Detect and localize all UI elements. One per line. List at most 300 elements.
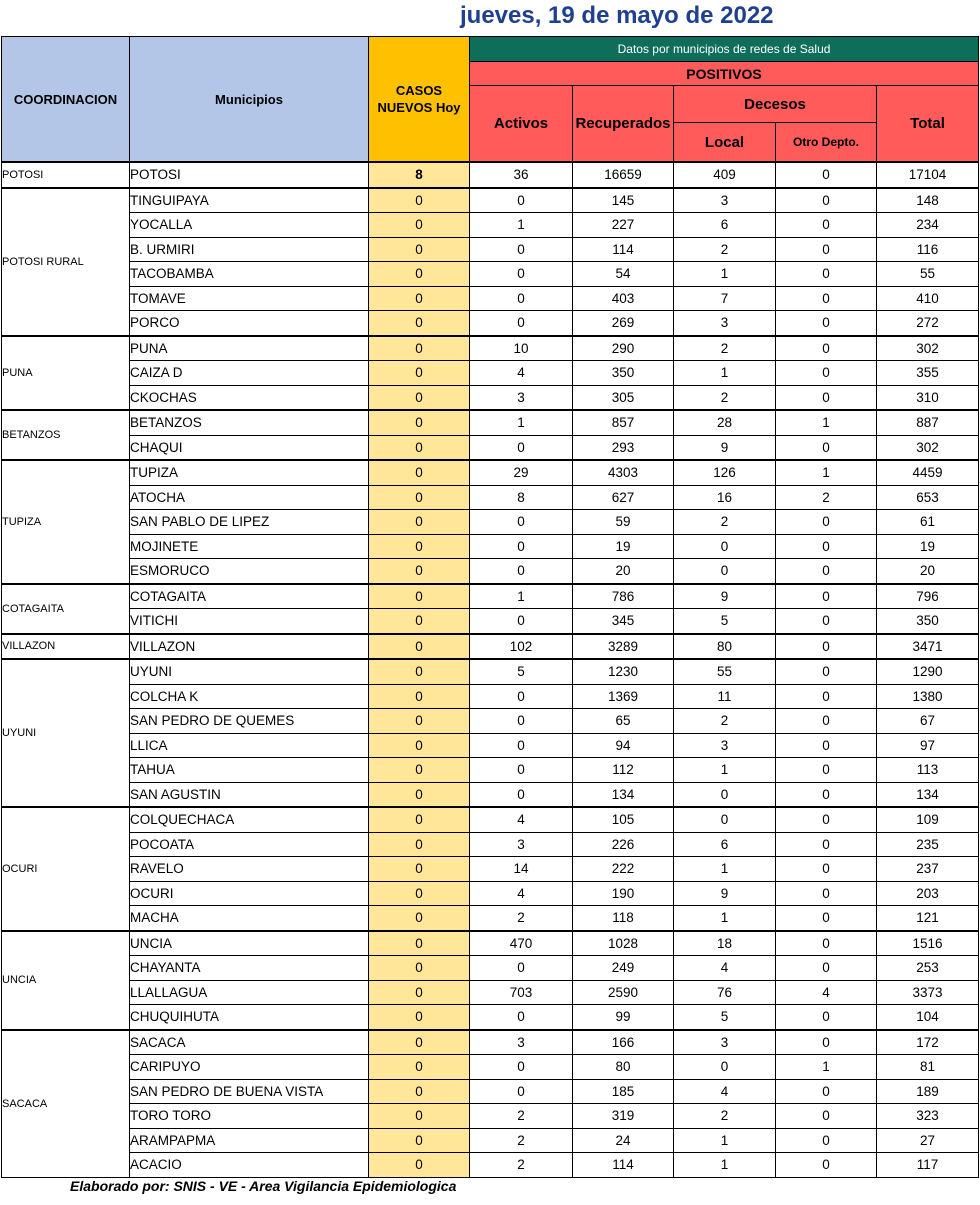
table-row xyxy=(2,634,979,660)
recuperados-cell: 145 xyxy=(573,188,674,213)
municipio-cell: SAN PABLO DE LIPEZ xyxy=(130,510,369,535)
total-cell: 27 xyxy=(877,1128,979,1153)
recuperados-cell: 59 xyxy=(573,510,674,535)
casos-cell: 0 xyxy=(369,559,470,584)
otro-cell: 0 xyxy=(776,956,877,981)
total-cell: 113 xyxy=(877,758,979,783)
activos-cell: 0 xyxy=(470,262,573,287)
local-cell: 2 xyxy=(674,237,776,262)
local-cell: 1 xyxy=(674,906,776,931)
casos-cell: 0 xyxy=(369,237,470,262)
casos-cell: 0 xyxy=(369,485,470,510)
local-cell: 11 xyxy=(674,684,776,709)
total-cell: 302 xyxy=(877,336,979,361)
casos-cell: 0 xyxy=(369,510,470,535)
table-row xyxy=(2,807,979,832)
otro-cell: 1 xyxy=(776,460,877,485)
coordinacion-cell: SACACA xyxy=(2,1030,130,1178)
municipio-cell: SACACA xyxy=(130,1030,369,1055)
header-datos: Datos por municipios de redes de Salud xyxy=(470,37,979,62)
otro-cell: 0 xyxy=(776,584,877,609)
total-cell: 3373 xyxy=(877,980,979,1005)
casos-cell: 0 xyxy=(369,1153,470,1178)
otro-cell: 0 xyxy=(776,609,877,634)
activos-cell: 0 xyxy=(470,709,573,734)
total-cell: 323 xyxy=(877,1104,979,1129)
local-cell: 1 xyxy=(674,1128,776,1153)
otro-cell: 0 xyxy=(776,213,877,238)
total-cell: 97 xyxy=(877,733,979,758)
otro-cell: 0 xyxy=(776,758,877,783)
coordinacion-cell: COTAGAITA xyxy=(2,584,130,634)
casos-cell: 0 xyxy=(369,1030,470,1055)
local-cell: 76 xyxy=(674,980,776,1005)
municipio-cell: OCURI xyxy=(130,881,369,906)
recuperados-cell: 319 xyxy=(573,1104,674,1129)
municipio-cell: TUPIZA xyxy=(130,460,369,485)
recuperados-cell: 19 xyxy=(573,534,674,559)
otro-cell: 0 xyxy=(776,881,877,906)
activos-cell: 8 xyxy=(470,485,573,510)
total-cell: 19 xyxy=(877,534,979,559)
recuperados-cell: 65 xyxy=(573,709,674,734)
casos-cell: 0 xyxy=(369,931,470,956)
activos-cell: 2 xyxy=(470,1153,573,1178)
total-cell: 235 xyxy=(877,832,979,857)
activos-cell: 0 xyxy=(470,510,573,535)
table-row xyxy=(2,1104,979,1129)
otro-cell: 0 xyxy=(776,286,877,311)
otro-cell: 0 xyxy=(776,857,877,882)
otro-cell: 0 xyxy=(776,906,877,931)
casos-cell: 0 xyxy=(369,534,470,559)
total-cell: 203 xyxy=(877,881,979,906)
recuperados-cell: 24 xyxy=(573,1128,674,1153)
activos-cell: 0 xyxy=(470,435,573,460)
cases-table xyxy=(1,36,979,1178)
total-cell: 653 xyxy=(877,485,979,510)
total-cell: 17104 xyxy=(877,162,979,188)
table-row xyxy=(2,361,979,386)
coordinacion-cell: POTOSI xyxy=(2,162,130,188)
local-cell: 0 xyxy=(674,782,776,807)
coordinacion-cell: TUPIZA xyxy=(2,460,130,584)
table-row xyxy=(2,609,979,634)
recuperados-cell: 3289 xyxy=(573,634,674,660)
recuperados-cell: 293 xyxy=(573,435,674,460)
coordinacion-cell: OCURI xyxy=(2,807,130,931)
local-cell: 1 xyxy=(674,857,776,882)
municipio-cell: CKOCHAS xyxy=(130,385,369,410)
activos-cell: 2 xyxy=(470,1128,573,1153)
page-title: jueves, 19 de mayo de 2022 xyxy=(460,2,774,29)
recuperados-cell: 118 xyxy=(573,906,674,931)
casos-cell: 0 xyxy=(369,435,470,460)
activos-cell: 0 xyxy=(470,1055,573,1080)
table-row xyxy=(2,584,979,609)
header-activos: Activos xyxy=(470,86,573,163)
local-cell: 0 xyxy=(674,807,776,832)
local-cell: 4 xyxy=(674,1079,776,1104)
total-cell: 887 xyxy=(877,410,979,435)
otro-cell: 0 xyxy=(776,510,877,535)
total-cell: 116 xyxy=(877,237,979,262)
local-cell: 2 xyxy=(674,510,776,535)
activos-cell: 4 xyxy=(470,361,573,386)
total-cell: 3471 xyxy=(877,634,979,660)
table-row xyxy=(2,213,979,238)
municipio-cell: MOJINETE xyxy=(130,534,369,559)
total-cell: 237 xyxy=(877,857,979,882)
total-cell: 172 xyxy=(877,1030,979,1055)
recuperados-cell: 114 xyxy=(573,237,674,262)
recuperados-cell: 1369 xyxy=(573,684,674,709)
otro-cell: 0 xyxy=(776,733,877,758)
total-cell: 55 xyxy=(877,262,979,287)
table-row xyxy=(2,460,979,485)
total-cell: 20 xyxy=(877,559,979,584)
casos-cell: 8 xyxy=(369,162,470,188)
header-casos-line1: CASOS xyxy=(395,83,443,98)
otro-cell: 0 xyxy=(776,559,877,584)
activos-cell: 0 xyxy=(470,237,573,262)
table-row xyxy=(2,782,979,807)
municipio-cell: TOMAVE xyxy=(130,286,369,311)
otro-cell: 0 xyxy=(776,1153,877,1178)
activos-cell: 0 xyxy=(470,1005,573,1030)
municipio-cell: COLCHA K xyxy=(130,684,369,709)
activos-cell: 0 xyxy=(470,956,573,981)
header-total: Total xyxy=(877,86,979,163)
municipio-cell: ARAMPAPMA xyxy=(130,1128,369,1153)
activos-cell: 1 xyxy=(470,213,573,238)
otro-cell: 0 xyxy=(776,1128,877,1153)
otro-cell: 0 xyxy=(776,634,877,660)
recuperados-cell: 857 xyxy=(573,410,674,435)
otro-cell: 0 xyxy=(776,709,877,734)
table-row xyxy=(2,534,979,559)
municipio-cell: YOCALLA xyxy=(130,213,369,238)
table-row xyxy=(2,832,979,857)
recuperados-cell: 222 xyxy=(573,857,674,882)
local-cell: 55 xyxy=(674,659,776,684)
recuperados-cell: 190 xyxy=(573,881,674,906)
municipio-cell: POTOSI xyxy=(130,162,369,188)
local-cell: 1 xyxy=(674,361,776,386)
casos-cell: 0 xyxy=(369,807,470,832)
recuperados-cell: 114 xyxy=(573,1153,674,1178)
casos-cell: 0 xyxy=(369,956,470,981)
otro-cell: 2 xyxy=(776,485,877,510)
municipio-cell: RAVELO xyxy=(130,857,369,882)
coordinacion-cell: PUNA xyxy=(2,336,130,411)
local-cell: 3 xyxy=(674,733,776,758)
casos-cell: 0 xyxy=(369,188,470,213)
municipio-cell: CARIPUYO xyxy=(130,1055,369,1080)
total-cell: 350 xyxy=(877,609,979,634)
local-cell: 2 xyxy=(674,336,776,361)
otro-cell: 0 xyxy=(776,336,877,361)
local-cell: 126 xyxy=(674,460,776,485)
activos-cell: 0 xyxy=(470,733,573,758)
table-row xyxy=(2,1153,979,1178)
total-cell: 81 xyxy=(877,1055,979,1080)
recuperados-cell: 99 xyxy=(573,1005,674,1030)
local-cell: 0 xyxy=(674,534,776,559)
otro-cell: 0 xyxy=(776,782,877,807)
table-row xyxy=(2,733,979,758)
activos-cell: 4 xyxy=(470,807,573,832)
table-row xyxy=(2,162,979,188)
activos-cell: 0 xyxy=(470,311,573,336)
municipio-cell: POCOATA xyxy=(130,832,369,857)
local-cell: 28 xyxy=(674,410,776,435)
otro-cell: 1 xyxy=(776,1055,877,1080)
otro-cell: 0 xyxy=(776,659,877,684)
local-cell: 2 xyxy=(674,385,776,410)
local-cell: 3 xyxy=(674,188,776,213)
table-row xyxy=(2,906,979,931)
activos-cell: 3 xyxy=(470,1030,573,1055)
total-cell: 410 xyxy=(877,286,979,311)
local-cell: 7 xyxy=(674,286,776,311)
local-cell: 2 xyxy=(674,709,776,734)
header-coordinacion: COORDINACION xyxy=(2,37,130,163)
casos-cell: 0 xyxy=(369,286,470,311)
recuperados-cell: 20 xyxy=(573,559,674,584)
recuperados-cell: 350 xyxy=(573,361,674,386)
municipio-cell: SAN AGUSTIN xyxy=(130,782,369,807)
casos-cell: 0 xyxy=(369,832,470,857)
recuperados-cell: 112 xyxy=(573,758,674,783)
coordinacion-cell: UNCIA xyxy=(2,931,130,1030)
otro-cell: 0 xyxy=(776,1030,877,1055)
otro-cell: 4 xyxy=(776,980,877,1005)
activos-cell: 0 xyxy=(470,782,573,807)
activos-cell: 36 xyxy=(470,162,573,188)
table-row xyxy=(2,857,979,882)
header-casos-line2: NUEVOS Hoy xyxy=(377,100,461,115)
activos-cell: 0 xyxy=(470,758,573,783)
casos-cell: 0 xyxy=(369,1005,470,1030)
casos-cell: 0 xyxy=(369,980,470,1005)
casos-cell: 0 xyxy=(369,336,470,361)
municipio-cell: TINGUIPAYA xyxy=(130,188,369,213)
municipio-cell: PORCO xyxy=(130,311,369,336)
table-row xyxy=(2,758,979,783)
municipio-cell: BETANZOS xyxy=(130,410,369,435)
casos-cell: 0 xyxy=(369,1055,470,1080)
header-recuperados: Recuperados xyxy=(573,86,674,163)
casos-cell: 0 xyxy=(369,659,470,684)
total-cell: 134 xyxy=(877,782,979,807)
casos-cell: 0 xyxy=(369,906,470,931)
total-cell: 1290 xyxy=(877,659,979,684)
total-cell: 148 xyxy=(877,188,979,213)
otro-cell: 0 xyxy=(776,435,877,460)
local-cell: 1 xyxy=(674,1153,776,1178)
otro-cell: 0 xyxy=(776,361,877,386)
recuperados-cell: 16659 xyxy=(573,162,674,188)
casos-cell: 0 xyxy=(369,1079,470,1104)
activos-cell: 0 xyxy=(470,534,573,559)
header-decesos: Decesos xyxy=(674,86,877,123)
casos-cell: 0 xyxy=(369,410,470,435)
otro-cell: 0 xyxy=(776,385,877,410)
table-row xyxy=(2,709,979,734)
total-cell: 109 xyxy=(877,807,979,832)
table-row xyxy=(2,931,979,956)
municipio-cell: UYUNI xyxy=(130,659,369,684)
local-cell: 16 xyxy=(674,485,776,510)
activos-cell: 5 xyxy=(470,659,573,684)
total-cell: 355 xyxy=(877,361,979,386)
total-cell: 234 xyxy=(877,213,979,238)
total-cell: 4459 xyxy=(877,460,979,485)
total-cell: 272 xyxy=(877,311,979,336)
local-cell: 4 xyxy=(674,956,776,981)
casos-cell: 0 xyxy=(369,1128,470,1153)
local-cell: 0 xyxy=(674,559,776,584)
casos-cell: 0 xyxy=(369,460,470,485)
coordinacion-cell: POTOSI RURAL xyxy=(2,188,130,336)
otro-cell: 0 xyxy=(776,188,877,213)
table-row xyxy=(2,684,979,709)
casos-cell: 0 xyxy=(369,758,470,783)
header-otro-depto: Otro Depto. xyxy=(776,123,877,163)
recuperados-cell: 786 xyxy=(573,584,674,609)
municipio-cell: PUNA xyxy=(130,336,369,361)
recuperados-cell: 1230 xyxy=(573,659,674,684)
otro-cell: 1 xyxy=(776,410,877,435)
coordinacion-cell: BETANZOS xyxy=(2,410,130,460)
coordinacion-cell: UYUNI xyxy=(2,659,130,807)
casos-cell: 0 xyxy=(369,709,470,734)
municipio-cell: B. URMIRI xyxy=(130,237,369,262)
local-cell: 80 xyxy=(674,634,776,660)
header-municipios: Municipios xyxy=(130,37,369,163)
municipio-cell: MACHA xyxy=(130,906,369,931)
municipio-cell: VITICHI xyxy=(130,609,369,634)
activos-cell: 0 xyxy=(470,1079,573,1104)
municipio-cell: CAIZA D xyxy=(130,361,369,386)
table-row xyxy=(2,956,979,981)
otro-cell: 0 xyxy=(776,684,877,709)
local-cell: 0 xyxy=(674,1055,776,1080)
footer-credit: Elaborado por: SNIS - VE - Area Vigilancia Epidemiologica xyxy=(70,1178,457,1194)
municipio-cell: ESMORUCO xyxy=(130,559,369,584)
recuperados-cell: 345 xyxy=(573,609,674,634)
activos-cell: 1 xyxy=(470,410,573,435)
otro-cell: 0 xyxy=(776,1079,877,1104)
recuperados-cell: 2590 xyxy=(573,980,674,1005)
activos-cell: 3 xyxy=(470,832,573,857)
total-cell: 117 xyxy=(877,1153,979,1178)
local-cell: 1 xyxy=(674,262,776,287)
table-row xyxy=(2,286,979,311)
activos-cell: 102 xyxy=(470,634,573,660)
local-cell: 5 xyxy=(674,609,776,634)
municipio-cell: CHUQUIHUTA xyxy=(130,1005,369,1030)
municipio-cell: VILLAZON xyxy=(130,634,369,660)
municipio-cell: CHAQUI xyxy=(130,435,369,460)
table-row xyxy=(2,485,979,510)
otro-cell: 0 xyxy=(776,1005,877,1030)
casos-cell: 0 xyxy=(369,385,470,410)
casos-cell: 0 xyxy=(369,634,470,660)
recuperados-cell: 627 xyxy=(573,485,674,510)
activos-cell: 0 xyxy=(470,286,573,311)
casos-cell: 0 xyxy=(369,1104,470,1129)
activos-cell: 10 xyxy=(470,336,573,361)
local-cell: 2 xyxy=(674,1104,776,1129)
recuperados-cell: 1028 xyxy=(573,931,674,956)
table-row xyxy=(2,881,979,906)
table-row xyxy=(2,1079,979,1104)
total-cell: 121 xyxy=(877,906,979,931)
recuperados-cell: 185 xyxy=(573,1079,674,1104)
recuperados-cell: 249 xyxy=(573,956,674,981)
municipio-cell: TAHUA xyxy=(130,758,369,783)
otro-cell: 0 xyxy=(776,162,877,188)
activos-cell: 0 xyxy=(470,684,573,709)
casos-cell: 0 xyxy=(369,684,470,709)
municipio-cell: LLICA xyxy=(130,733,369,758)
total-cell: 302 xyxy=(877,435,979,460)
casos-cell: 0 xyxy=(369,361,470,386)
header-local: Local xyxy=(674,123,776,163)
header-casos-nuevos xyxy=(369,37,470,163)
casos-cell: 0 xyxy=(369,262,470,287)
local-cell: 6 xyxy=(674,213,776,238)
recuperados-cell: 403 xyxy=(573,286,674,311)
local-cell: 18 xyxy=(674,931,776,956)
casos-cell: 0 xyxy=(369,881,470,906)
activos-cell: 0 xyxy=(470,188,573,213)
casos-cell: 0 xyxy=(369,213,470,238)
local-cell: 9 xyxy=(674,881,776,906)
otro-cell: 0 xyxy=(776,931,877,956)
otro-cell: 0 xyxy=(776,237,877,262)
total-cell: 61 xyxy=(877,510,979,535)
otro-cell: 0 xyxy=(776,807,877,832)
municipio-cell: SAN PEDRO DE BUENA VISTA xyxy=(130,1079,369,1104)
local-cell: 409 xyxy=(674,162,776,188)
table-body xyxy=(2,162,979,1177)
table-row xyxy=(2,980,979,1005)
table-row xyxy=(2,1030,979,1055)
table-row xyxy=(2,385,979,410)
local-cell: 3 xyxy=(674,1030,776,1055)
table-row xyxy=(2,262,979,287)
table-row xyxy=(2,1128,979,1153)
activos-cell: 0 xyxy=(470,609,573,634)
activos-cell: 29 xyxy=(470,460,573,485)
table-row xyxy=(2,510,979,535)
recuperados-cell: 54 xyxy=(573,262,674,287)
table-row xyxy=(2,237,979,262)
municipio-cell: COTAGAITA xyxy=(130,584,369,609)
activos-cell: 2 xyxy=(470,906,573,931)
municipio-cell: UNCIA xyxy=(130,931,369,956)
table-row xyxy=(2,311,979,336)
local-cell: 9 xyxy=(674,435,776,460)
municipio-cell: TACOBAMBA xyxy=(130,262,369,287)
activos-cell: 2 xyxy=(470,1104,573,1129)
recuperados-cell: 227 xyxy=(573,213,674,238)
table-row xyxy=(2,410,979,435)
municipio-cell: ACACIO xyxy=(130,1153,369,1178)
